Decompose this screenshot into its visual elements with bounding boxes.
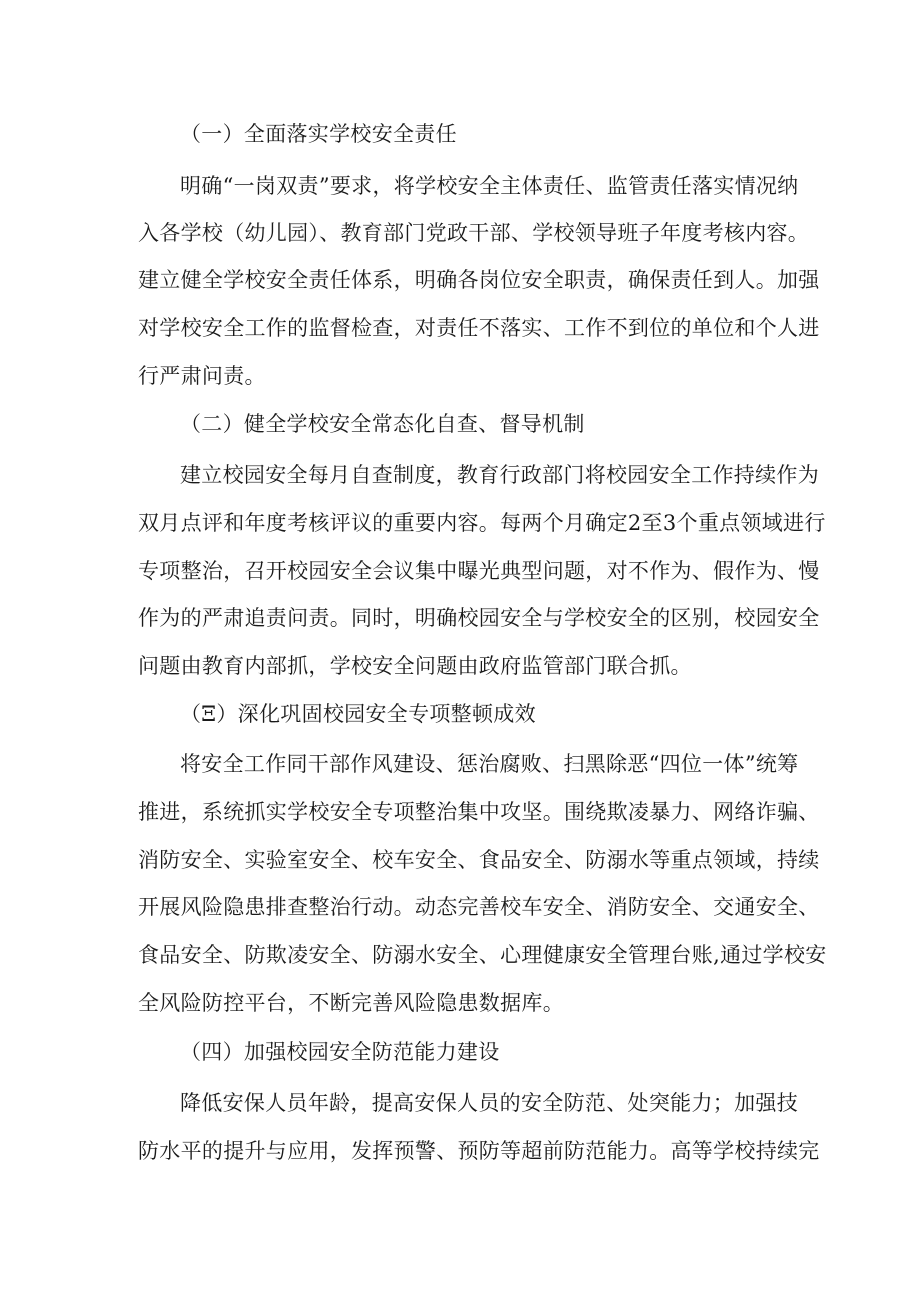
section-2-line-5: 问题由教育内部抓，学校安全问题由政府监管部门联合抓。: [138, 654, 692, 678]
section-1-line-1: 明确“一岗双责”要求，将学校安全主体责任、监管责任落实情况纳: [180, 174, 799, 198]
section-1-line-3: 建立健全学校安全责任体系，明确各岗位安全职责，确保责任到人。加强: [138, 268, 820, 292]
section-3-heading: （Ξ）深化巩固校园安全专项整顿成效: [180, 702, 536, 726]
section-2-line-3: 专项整治，召开校园安全会议集中曝光典型问题，对不作为、假作为、慢: [138, 559, 820, 583]
section-1-line-4: 对学校安全工作的监督检查，对责任不落实、工作不到位的单位和个人进: [138, 316, 820, 340]
section-3-line-6: 全风险防控平台，不断完善风险隐患数据库。: [138, 991, 564, 1015]
section-4-heading: （四）加强校园安全防范能力建设: [180, 1040, 500, 1064]
section-1-line-2: 入各学校（幼儿园）、教育部门党政干部、学校领导班子年度考核内容。: [138, 221, 810, 245]
section-3-line-5: 食品安全、防欺凌安全、防溺水安全、心理健康安全管理台账,通过学校安: [138, 943, 827, 967]
section-2-line-4: 作为的严肃追责问责。同时，明确校园安全与学校安全的区别，校园安全: [138, 606, 820, 630]
section-3-line-1: 将安全工作同干部作风建设、惩治腐败、扫黑除恶“四位一体”统筹: [180, 752, 799, 776]
section-2-line-1: 建立校园安全每月自查制度，教育行政部门将校园安全工作持续作为: [180, 463, 819, 487]
section-4-line-1: 降低安保人员年龄，提高安保人员的安全防范、处突能力；加强技: [180, 1091, 798, 1115]
section-3-line-2: 推进，系统抓实学校安全专项整治集中攻坚。围绕欺凌暴力、网络诈骗、: [138, 800, 820, 824]
section-3-line-4: 开展风险隐患排查整治行动。动态完善校车安全、消防安全、交通安全、: [138, 895, 820, 919]
section-1-line-5: 行严肃问责。: [138, 364, 266, 388]
section-1-heading: （一）全面落实学校安全责任: [180, 122, 457, 146]
section-3-line-3: 消防安全、实验室安全、校车安全、食品安全、防溺水等重点领域，持续: [138, 848, 820, 872]
section-2-heading: （二）健全学校安全常态化自查、督导机制: [180, 412, 585, 436]
section-2-line-2: 双月点评和年度考核评议的重要内容。每两个月确定2至3个重点领域进行: [138, 511, 826, 535]
section-4-line-2: 防水平的提升与应用，发挥预警、预防等超前防范能力。高等学校持续完: [138, 1139, 820, 1163]
